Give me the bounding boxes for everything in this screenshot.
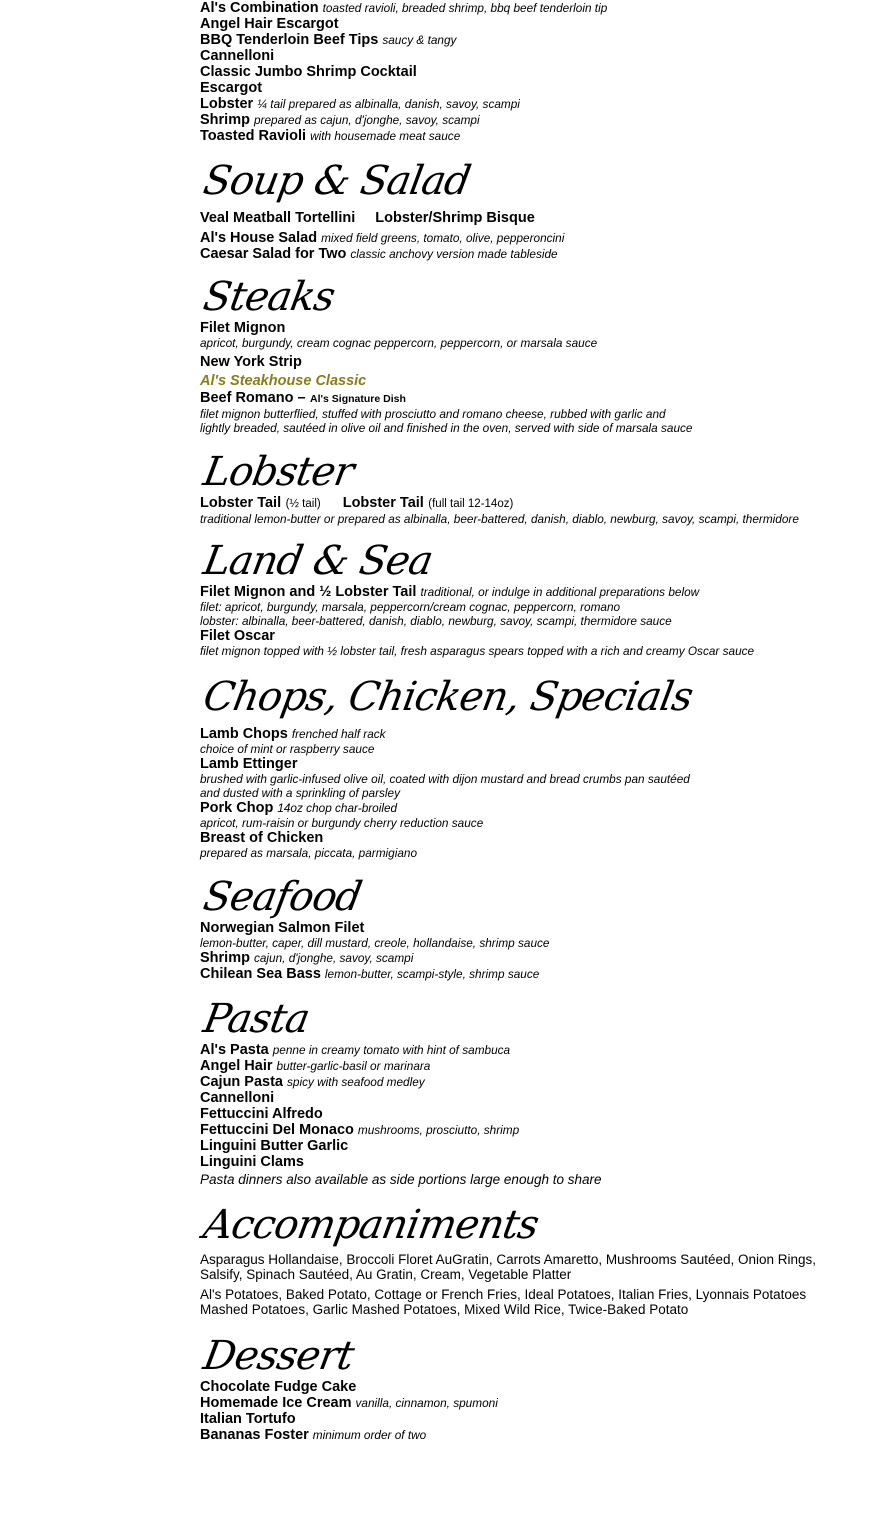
list-item: Fettuccini Del Monaco mushrooms, prosciutto, shrimp: [200, 1122, 520, 1138]
item-description: filet: apricot, burgundy, marsala, peppercorn/cream cognac, peppercorn, romano: [200, 600, 621, 614]
list-item: Classic Jumbo Shrimp Cocktail: [200, 64, 417, 80]
item-description: lightly breaded, sautéed in olive oil and finished in the oven, served with side of marsala sauce: [200, 421, 693, 435]
item-description: lobster: albinalla, beer-battered, danish, diablo, newburg, savoy, scampi, thermidore sauce: [200, 614, 672, 628]
pasta-section: [200, 996, 860, 1188]
list-item: BBQ Tenderloin Beef Tips saucy & tangy: [200, 32, 457, 48]
signature-badge: Al's Signature Dish: [310, 393, 406, 405]
list-item: Norwegian Salmon Filet: [200, 920, 365, 936]
list-item: Al's House Salad mixed field greens, tomato, olive, pepperoncini: [200, 230, 565, 246]
steaks-section: [200, 274, 860, 435]
item-description: and dusted with a sprinkling of parsley: [200, 786, 401, 800]
classic-subheading: Al's Steakhouse Classic: [200, 373, 367, 389]
list-item: Filet Oscar: [200, 628, 275, 644]
list-item: Toasted Ravioli with housemade meat sauce: [200, 128, 461, 144]
list-item: Al's Pasta penne in creamy tomato with hint of sambuca: [200, 1042, 511, 1058]
list-item: Italian Tortufo: [200, 1411, 296, 1427]
vegetables-line: Asparagus Hollandaise, Broccoli Floret AuGratin, Carrots Amaretto, Mushrooms Sautéed, Onion Rings,: [200, 1252, 817, 1267]
item-description: lemon-butter, caper, dill mustard, creole, hollandaise, shrimp sauce: [200, 936, 550, 950]
list-item: Cannelloni: [200, 48, 275, 64]
item-description: brushed with garlic-infused olive oil, coated with dijon mustard and bread crumbs pan sautéed: [200, 772, 690, 786]
list-item: Cajun Pasta spicy with seafood medley: [200, 1074, 425, 1090]
section-heading: Accompaniments: [200, 1202, 542, 1248]
list-item: Homemade Ice Cream vanilla, cinnamon, spumoni: [200, 1395, 498, 1411]
section-heading: Pasta: [200, 996, 313, 1042]
pasta-note: Pasta dinners also available as side portions large enough to share: [200, 1172, 602, 1187]
item-description: choice of mint or raspberry sauce: [200, 742, 375, 756]
section-heading: Land & Sea: [200, 538, 436, 584]
section-heading: Soup & Salad: [200, 158, 474, 204]
list-item: Chilean Sea Bass lemon-butter, scampi-style, shrimp sauce: [200, 966, 540, 982]
list-item: New York Strip: [200, 354, 302, 370]
list-item: Linguini Clams: [200, 1154, 304, 1170]
list-item: Lamb Chops frenched half rack: [200, 726, 386, 742]
list-item: Lamb Ettinger: [200, 756, 298, 772]
land-sea-section: [200, 538, 860, 658]
item-description: prepared as marsala, piccata, parmigiano: [200, 846, 418, 860]
list-item: Fettuccini Alfredo: [200, 1106, 323, 1122]
seafood-section: [200, 874, 860, 982]
vegetables-line: Salsify, Spinach Sautéed, Au Gratin, Cream, Vegetable Platter: [200, 1267, 572, 1282]
list-item: Al's Combination toasted ravioli, breaded shrimp, bbq beef tenderloin tip: [200, 0, 608, 16]
list-item: Breast of Chicken: [200, 830, 324, 846]
list-item: Angel Hair butter-garlic-basil or marinara: [200, 1058, 431, 1074]
item-description: apricot, burgundy, cream cognac peppercorn, peppercorn, or marsala sauce: [200, 336, 598, 350]
section-heading: Steaks: [200, 274, 338, 320]
list-item: Shrimp cajun, d'jonghe, savoy, scampi: [200, 950, 414, 966]
appetizers-section: [200, 0, 860, 144]
section-heading: Seafood: [200, 874, 365, 920]
list-item: Cannelloni: [200, 1090, 275, 1106]
section-heading: Dessert: [200, 1333, 357, 1379]
list-item: Filet Mignon: [200, 320, 286, 336]
list-item: Caesar Salad for Two classic anchovy version made tableside: [200, 246, 558, 262]
menu-page: [200, 0, 860, 1443]
chops-section: [200, 674, 860, 860]
list-item: Shrimp prepared as cajun, d'jonghe, savoy, scampi: [200, 112, 480, 128]
list-item: Bananas Foster minimum order of two: [200, 1427, 427, 1443]
list-item: Escargot: [200, 80, 263, 96]
list-item: Lobster ¼ tail prepared as albinalla, danish, savoy, scampi: [200, 96, 520, 112]
list-item: Chocolate Fudge Cake: [200, 1379, 357, 1395]
list-item: Filet Mignon and ½ Lobster Tail traditional, or indulge in additional preparations below: [200, 584, 700, 600]
section-heading: Chops, Chicken, Specials: [200, 674, 696, 720]
accompaniments-section: [200, 1202, 860, 1317]
item-description: filet mignon topped with ½ lobster tail, fresh asparagus spears topped with a rich and creamy Oscar sauce: [200, 644, 755, 658]
list-item: Angel Hair Escargot: [200, 16, 339, 32]
section-heading: Lobster: [200, 449, 357, 495]
dessert-section: [200, 1333, 860, 1443]
item-description: filet mignon butterflied, stuffed with prosciutto and romano cheese, rubbed with garlic and: [200, 407, 666, 421]
potatoes-line: Al's Potatoes, Baked Potato, Cottage or French Fries, Ideal Potatoes, Italian Fries, Lyonnais Potatoes: [200, 1287, 807, 1302]
soup-row: Veal Meatball Tortellini Lobster/Shrimp Bisque: [200, 210, 535, 226]
potatoes-line: Mashed Potatoes, Garlic Mashed Potatoes, Mixed Wild Rice, Twice-Baked Potato: [200, 1302, 689, 1317]
list-item: Linguini Butter Garlic: [200, 1138, 349, 1154]
soup-salad-section: [200, 158, 860, 262]
list-item: Pork Chop 14oz chop char-broiled: [200, 800, 398, 816]
lobster-row: Lobster Tail (½ tail) Lobster Tail (full tail 12-14oz): [200, 495, 514, 511]
list-item: Beef Romano – Al's Signature Dish: [200, 390, 406, 406]
lobster-section: [200, 449, 860, 526]
item-description: traditional lemon-butter or prepared as albinalla, beer-battered, danish, diablo, newburg, savoy, scampi, thermidore: [200, 512, 799, 526]
item-description: apricot, rum-raisin or burgundy cherry reduction sauce: [200, 816, 484, 830]
